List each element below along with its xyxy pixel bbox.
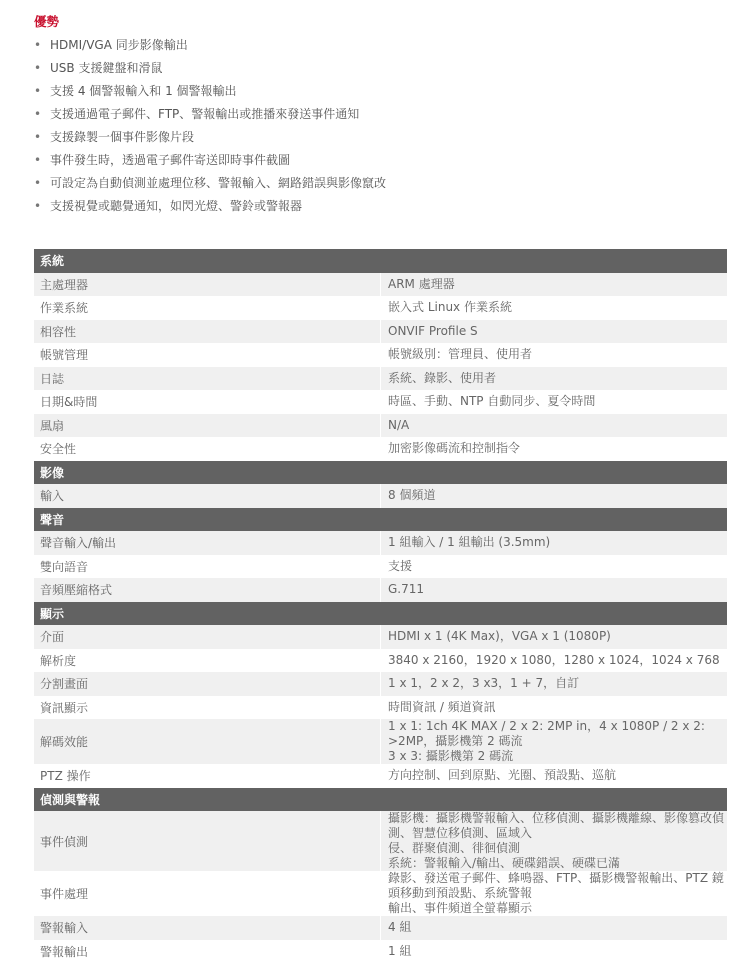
section-title: 聲音 — [34, 508, 727, 532]
section-title: 偵測與警報 — [34, 788, 727, 812]
spec-value-line: ONVIF Profile S — [388, 324, 727, 339]
bullet-icon: • — [34, 172, 44, 195]
spec-key: 警報輸入 — [34, 916, 381, 940]
spec-key: 主處理器 — [34, 273, 381, 297]
spec-value-line: 攝影機：攝影機警報輸入、位移偵測、攝影機離線、影像篡改偵測、智慧位移偵測、區域入 — [388, 811, 727, 841]
list-item — [34, 57, 724, 80]
table-row — [34, 320, 727, 344]
section-title: 系統 — [34, 249, 727, 273]
table-row — [34, 696, 727, 720]
table-row — [34, 916, 727, 940]
bullet-icon: • — [34, 80, 44, 103]
spec-key: 相容性 — [34, 320, 381, 344]
spec-value-line: 輸出、事件頻道全螢幕顯示 — [388, 901, 727, 916]
spec-table-body — [34, 249, 727, 963]
spec-value — [381, 343, 728, 367]
table-row — [34, 940, 727, 963]
spec-value-line: N/A — [388, 418, 727, 433]
spec-key: 分割畫面 — [34, 672, 381, 696]
list-item-text: 支援 4 個警報輸入和 1 個警報輸出 — [50, 84, 237, 98]
spec-key: 日誌 — [34, 367, 381, 391]
table-row — [34, 555, 727, 579]
spec-key: 解析度 — [34, 649, 381, 673]
spec-value-line: 1 組 — [388, 944, 727, 959]
list-item-text: 支援通過電子郵件、FTP、警報輸出或推播來發送事件通知 — [50, 107, 359, 121]
spec-key: 輸入 — [34, 484, 381, 508]
spec-value-line: 加密影像碼流和控制指令 — [388, 441, 727, 456]
spec-key: 警報輸出 — [34, 940, 381, 963]
spec-value-line: 8 個頻道 — [388, 488, 727, 503]
spec-key: 事件處理 — [34, 871, 381, 916]
spec-value — [381, 672, 728, 696]
spec-value-line: 4 組 — [388, 920, 727, 935]
bullet-icon: • — [34, 34, 44, 57]
table-row — [34, 649, 727, 673]
spec-key: 介面 — [34, 625, 381, 649]
bullet-icon: • — [34, 103, 44, 126]
table-row — [34, 437, 727, 461]
list-item — [34, 126, 724, 149]
spec-value — [381, 940, 728, 963]
spec-value-line: 支援 — [388, 559, 727, 574]
list-item-text: 支援錄製一個事件影像片段 — [50, 130, 194, 144]
spec-value-line: 1 組輸入 / 1 組輸出 (3.5mm) — [388, 535, 727, 550]
spec-key: 資訊顯示 — [34, 696, 381, 720]
table-row — [34, 625, 727, 649]
spec-key: 音頻壓縮格式 — [34, 578, 381, 602]
table-row — [34, 764, 727, 788]
spec-value — [381, 871, 728, 916]
spec-value-line: 方向控制、回到原點、光圈、預設點、巡航 — [388, 768, 727, 783]
table-row — [34, 414, 727, 438]
section-title: 顯示 — [34, 602, 727, 626]
spec-key: PTZ 操作 — [34, 764, 381, 788]
spec-value — [381, 811, 728, 871]
list-item — [34, 172, 724, 195]
spec-value-line: 3840 x 2160，1920 x 1080，1280 x 1024，1024 x 768 — [388, 653, 727, 668]
spec-key: 事件偵測 — [34, 811, 381, 871]
table-row — [34, 390, 727, 414]
list-item-text: 支援視覺或聽覺通知，如閃光燈、警鈴或警報器 — [50, 199, 302, 213]
table-row — [34, 811, 727, 871]
spec-value-line: G.711 — [388, 582, 727, 597]
spec-table — [34, 249, 727, 963]
list-item — [34, 195, 724, 218]
table-row — [34, 343, 727, 367]
table-row — [34, 672, 727, 696]
table-row — [34, 367, 727, 391]
spec-value-line: 1 x 1: 1ch 4K MAX / 2 x 2: 2MP in，4 x 1080P / 2 x 2: >2MP，攝影機第 2 碼流 — [388, 719, 727, 749]
list-item — [34, 34, 724, 57]
spec-key: 風扇 — [34, 414, 381, 438]
spec-key: 聲音輸入/輸出 — [34, 531, 381, 555]
spec-value-line: 嵌入式 Linux 作業系統 — [388, 300, 727, 315]
spec-value — [381, 296, 728, 320]
section-header-row — [34, 461, 727, 485]
spec-value — [381, 578, 728, 602]
spec-value-line: ARM 處理器 — [388, 277, 727, 292]
list-item-text: 事件發生時，透過電子郵件寄送即時事件截圖 — [50, 153, 290, 167]
list-item-text: USB 支援鍵盤和滑鼠 — [50, 61, 162, 75]
spec-value — [381, 414, 728, 438]
spec-key: 雙向語音 — [34, 555, 381, 579]
spec-value-line: 時區、手動、NTP 自動同步、夏令時間 — [388, 394, 727, 409]
list-item — [34, 80, 724, 103]
spec-key: 解碼效能 — [34, 719, 381, 764]
list-item — [34, 103, 724, 126]
spec-value-line: HDMI x 1 (4K Max)，VGA x 1 (1080P) — [388, 629, 727, 644]
spec-value — [381, 437, 728, 461]
spec-value-line: 1 x 1，2 x 2，3 x3，1 + 7，自訂 — [388, 676, 727, 691]
advantages-list — [34, 34, 724, 218]
bullet-icon: • — [34, 126, 44, 149]
table-row — [34, 719, 727, 764]
spec-value-line: 系統：警報輸入/輸出、硬碟錯誤、硬碟已滿 — [388, 856, 727, 871]
bullet-icon: • — [34, 195, 44, 218]
table-row — [34, 531, 727, 555]
spec-value — [381, 625, 728, 649]
bullet-icon: • — [34, 57, 44, 80]
list-item-text: 可設定為自動偵測並處理位移、警報輸入、網路錯誤與影像竄改 — [50, 176, 386, 190]
list-item-text: HDMI/VGA 同步影像輸出 — [50, 38, 188, 52]
spec-key: 作業系統 — [34, 296, 381, 320]
section-title: 影像 — [34, 461, 727, 485]
list-item — [34, 149, 724, 172]
spec-value-line: 侵、群聚偵測、徘徊偵測 — [388, 841, 727, 856]
spec-value-line: 3 x 3: 攝影機第 2 碼流 — [388, 749, 727, 764]
spec-value — [381, 273, 728, 297]
spec-value-line: 帳號級別：管理員、使用者 — [388, 347, 727, 362]
spec-value — [381, 764, 728, 788]
spec-value — [381, 390, 728, 414]
spec-value — [381, 531, 728, 555]
table-row — [34, 578, 727, 602]
bullet-icon: • — [34, 149, 44, 172]
spec-value — [381, 719, 728, 764]
spec-value — [381, 916, 728, 940]
table-row — [34, 484, 727, 508]
table-row — [34, 871, 727, 916]
spec-value — [381, 484, 728, 508]
spec-value — [381, 649, 728, 673]
section-header-row — [34, 508, 727, 532]
spec-value — [381, 320, 728, 344]
spec-value-line: 系統、錄影、使用者 — [388, 371, 727, 386]
table-row — [34, 296, 727, 320]
spec-key: 帳號管理 — [34, 343, 381, 367]
spec-value-line: 時間資訊 / 頻道資訊 — [388, 700, 727, 715]
section-header-row — [34, 788, 727, 812]
table-row — [34, 273, 727, 297]
spec-value — [381, 555, 728, 579]
advantages-title: 優勢 — [34, 12, 724, 32]
spec-value — [381, 367, 728, 391]
spec-value-line: 錄影、發送電子郵件、蜂鳴器、FTP、攝影機警報輸出、PTZ 鏡頭移動到預設點、系統警報 — [388, 871, 727, 901]
spec-key: 日期&時間 — [34, 390, 381, 414]
spec-key: 安全性 — [34, 437, 381, 461]
section-header-row — [34, 249, 727, 273]
spec-value — [381, 696, 728, 720]
section-header-row — [34, 602, 727, 626]
advantages-section — [34, 12, 724, 218]
